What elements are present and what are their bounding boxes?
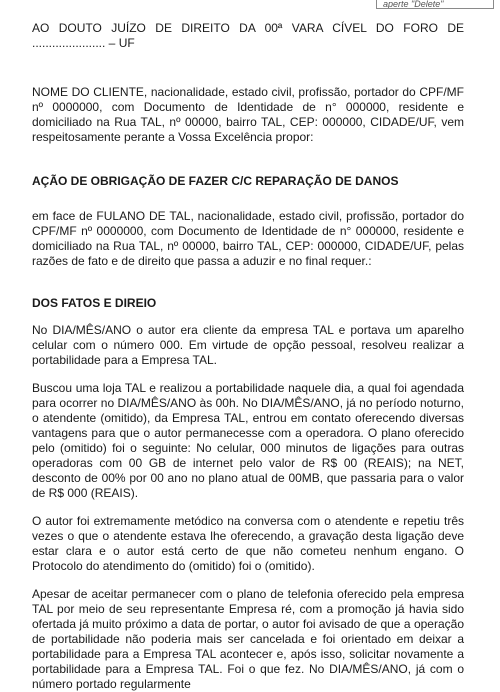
addressee-line: AO DOUTO JUÍZO DE DIREITO DA 00ª VARA CÍVEL DO FORO DE ...................... – UF	[32, 21, 464, 50]
facts-paragraph-2: Buscou uma loja TAL e realizou a portabilidade naquele dia, a qual foi agendada para ocorrer no DIA/MÊS/ANO às 00h. No DIA/MÊS/ANO, já no período noturno, o atendente (omitido), da Empresa TAL, entrou em contato oferecendo diversas vantagens para que o autor permanecesse com a operadora. O plano oferecido pelo (omitido) foi o seguinte: No celular, 000 minutos de ligações para outras operadoras com 00 GB de internet pelo valor de R$ 00 (REAIS); na NET, desconto de 00% por 00 ano no plano atual de 00MB, que passaria para o valor de R$ 000 (REAIS).	[32, 381, 464, 500]
document-body	[32, 21, 464, 692]
facts-heading: DOS FATOS E DIREIO	[32, 296, 157, 310]
facts-paragraph-3: O autor foi extremamente metódico na conversa com o atendente e repetiu três vezes o que o atendente estava lhe oferecendo, a gravação desta ligação deve estar clara e o autor está certo de que não cometeu nenhum engano. O Protocolo do atendimento do (omitido) foi o (omitido).	[32, 514, 464, 573]
action-title: AÇÃO DE OBRIGAÇÃO DE FAZER C/C REPARAÇÃO DE DANOS	[32, 174, 399, 188]
facts-paragraph-1: No DIA/MÊS/ANO o autor era cliente da empresa TAL e portava um aparelho celular com o número 000. Em virtude de opção pessoal, resolveu realizar a portabilidade para a Empresa TAL.	[32, 323, 464, 367]
intro-paragraph: NOME DO CLIENTE, nacionalidade, estado civil, profissão, portador do CPF/MF nº 0000000, com Documento de Identidade de n° 000000, residente e domiciliado na Rua TAL, nº 00000, bairro TAL, CEP: 000000, CIDADE/UF, vem respeitosamente perante a Vossa Excelência propor:	[32, 85, 464, 144]
facts-paragraph-4: Apesar de aceitar permanecer com o plano de telefonia oferecido pela empresa TAL por meio de seu representante Empresa ré, com a promoção já havia sido ofertada já muito próximo a data de portar, o autor foi avisado de que a operação de portabilidade não poderia mais ser cancelada e foi orientado em deixar a portabilidade para a Empresa TAL acontecer e, após isso, solicitar novamente a portabilidade para a Empresa TAL. Foi o que fez. No DIA/MÊS/ANO, já com o número portado regularmente	[32, 587, 464, 691]
delete-hint-label: aperte "Delete"	[376, 0, 494, 9]
defendant-paragraph: em face de FULANO DE TAL, nacionalidade, estado civil, profissão, portador do CPF/MF nº 0000000, com Documento de Identidade de n° 000000, residente e domiciliado na Rua TAL, nº 00000, bairro TAL, CEP: 000000, CIDADE/UF, pelas razões de fato e de direito que passa a aduzir e no final requer.:	[32, 209, 464, 268]
